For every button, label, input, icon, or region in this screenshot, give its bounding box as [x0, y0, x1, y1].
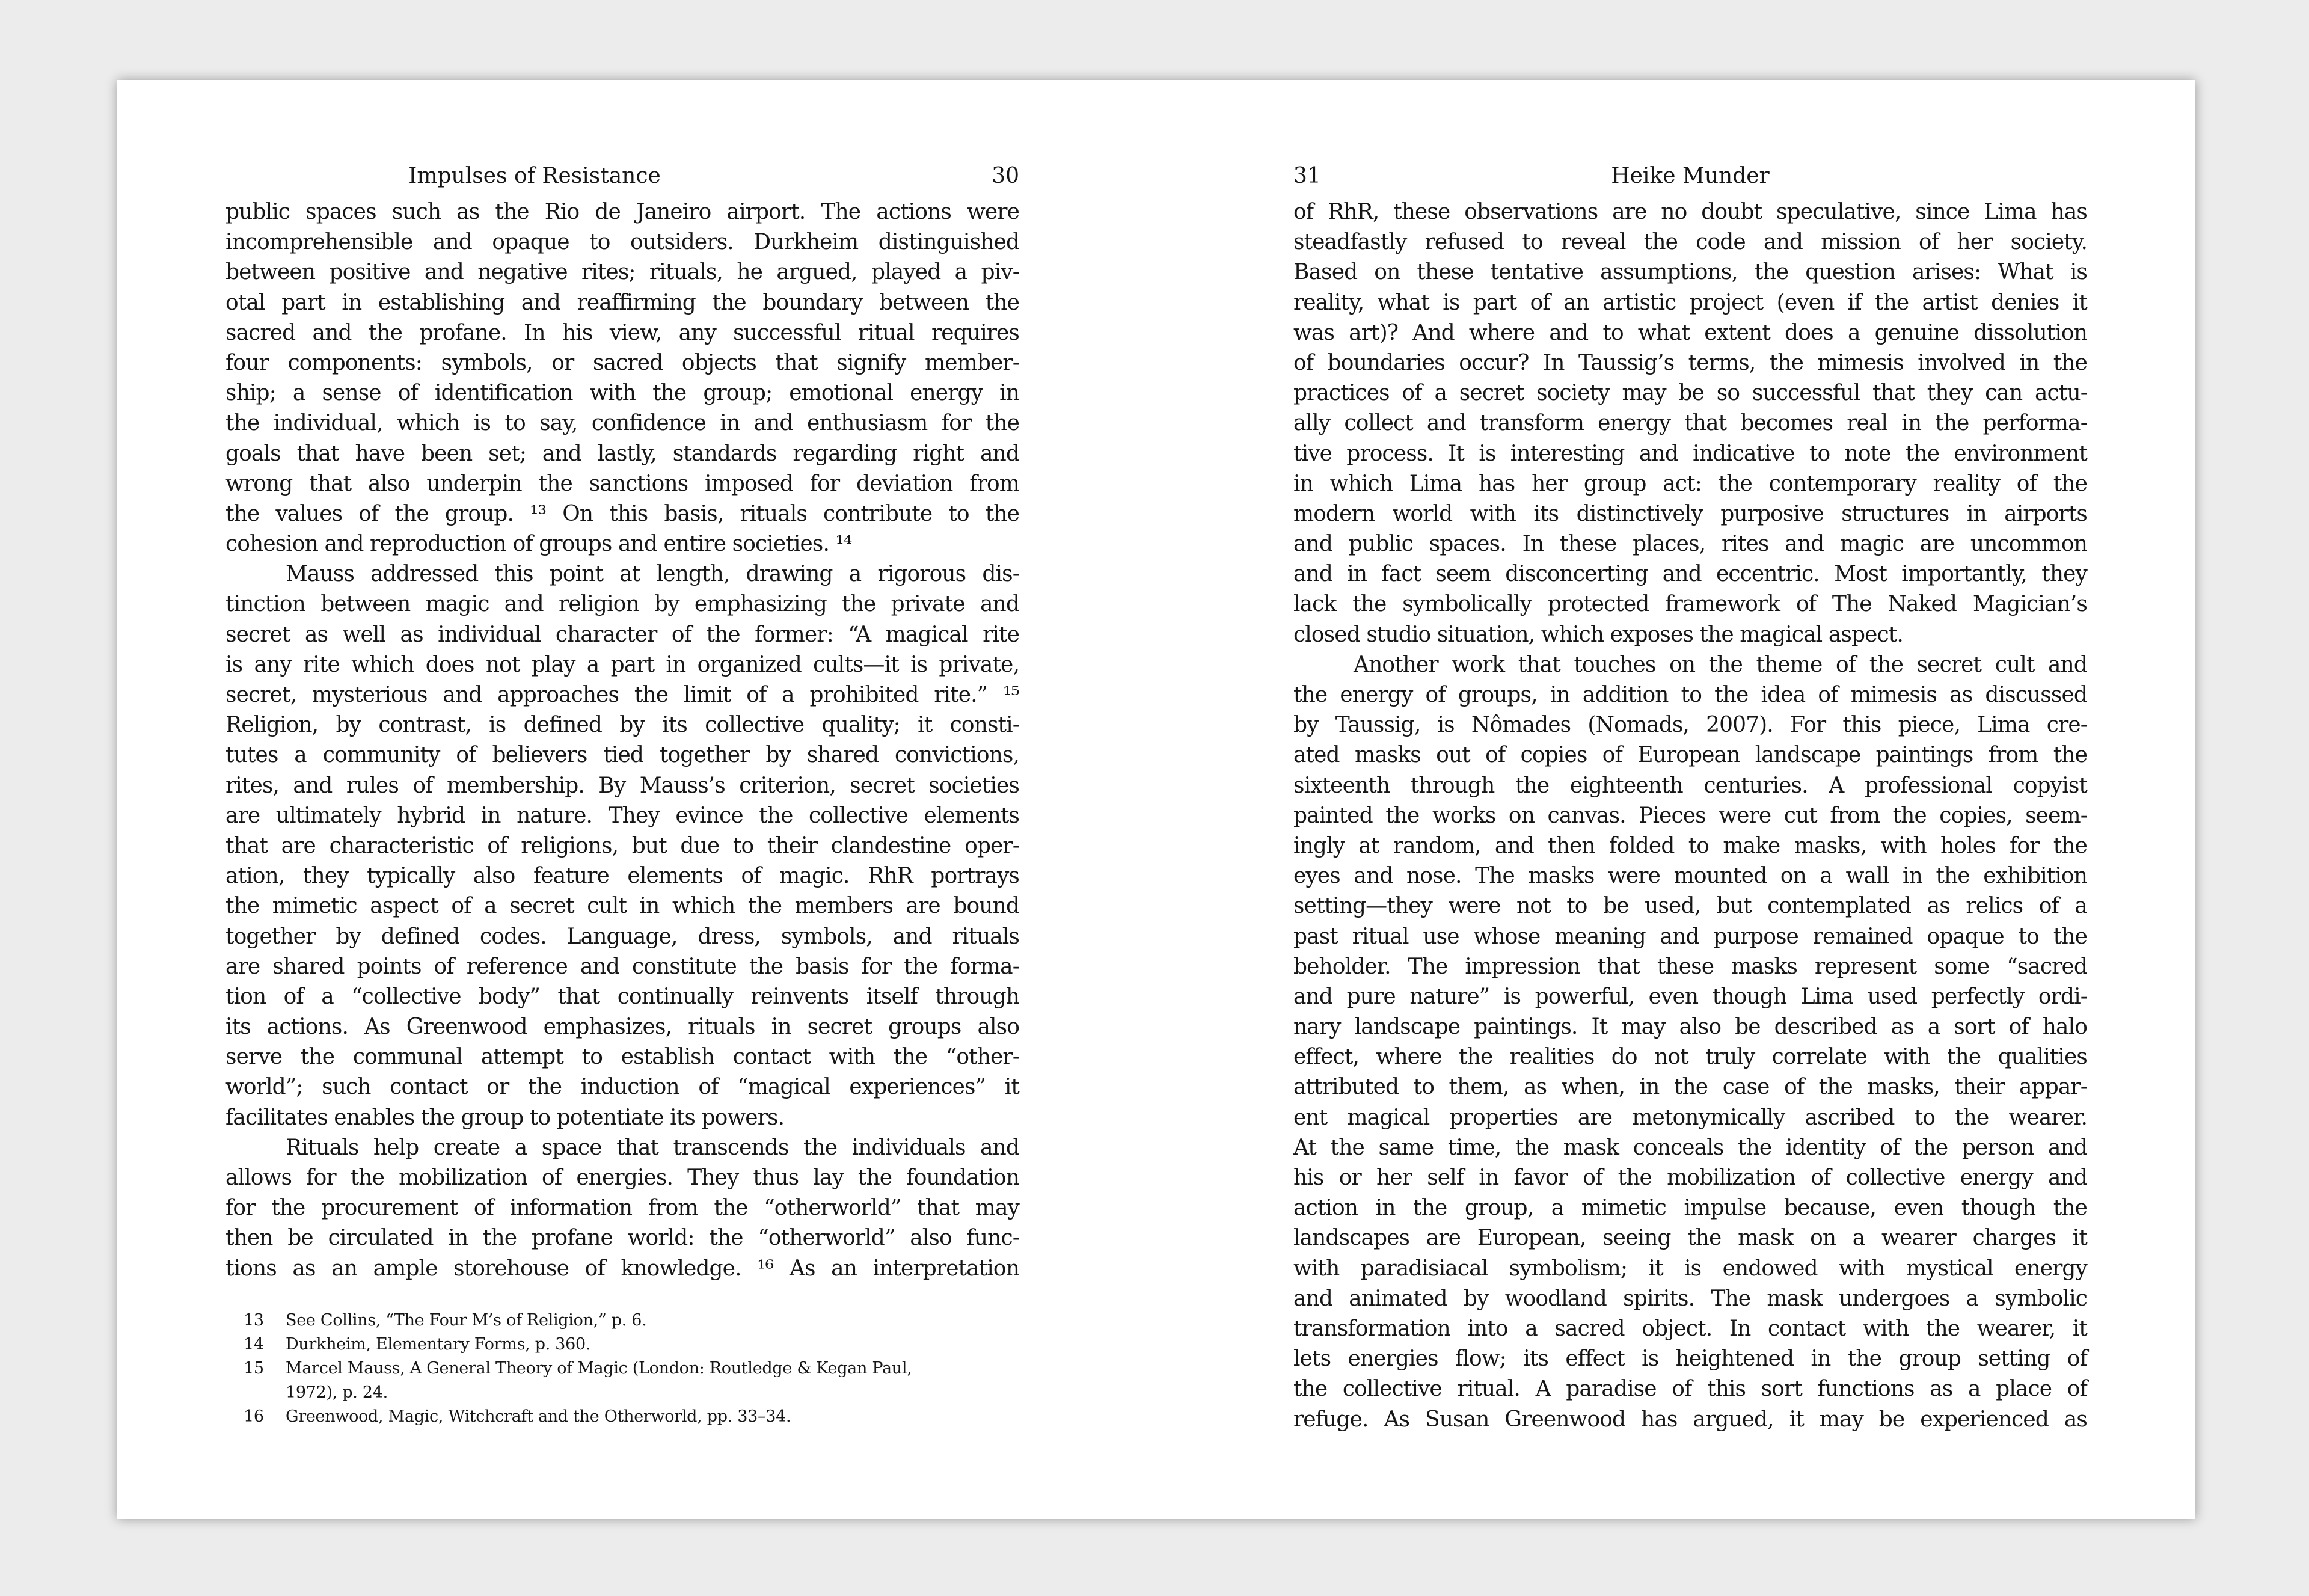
right-page — [1156, 80, 2195, 1519]
text-line: transformation into a sacred object. In contact with the wearer, it — [1293, 1316, 2087, 1341]
text-line: steadfastly refused to reveal the code and mission of her society. — [1293, 230, 2087, 255]
text-line: of boundaries occur? In Taussig’s terms, the mimesis involved in the — [1293, 350, 2087, 375]
text-line: his or her self in favor of the mobilization of collective energy and — [1293, 1165, 2087, 1190]
text-line: with paradisiacal symbolism; it is endowed with mystical energy — [1293, 1256, 2087, 1281]
text-line: ent magical properties are metonymically ascribed to the wearer. — [1293, 1105, 2087, 1130]
text-line: are shared points of reference and constitute the basis for the forma- — [225, 954, 1019, 979]
text-line: closed studio situation, which exposes the magical aspect. — [1293, 622, 1903, 647]
text-line: its actions. As Greenwood emphasizes, rituals in secret groups also — [225, 1014, 1019, 1040]
text-line: and public spaces. In these places, rites and magic are uncommon — [1293, 532, 2087, 557]
text-line: public spaces such as the Rio de Janeiro airport. The actions were — [225, 200, 1019, 224]
text-line: are ultimately hybrid in nature. They evince the collective elements — [225, 803, 1019, 828]
text-line: ingly at random, and then folded to make masks, with holes for the — [1293, 833, 2087, 858]
footnote-continuation: 1972), p. 24. — [286, 1383, 388, 1402]
text-line: Rituals help create a space that transcends the individuals and — [286, 1135, 1019, 1160]
footnote-text: Durkheim, Elementary Forms, p. 360. — [286, 1335, 591, 1354]
text-line: and in fact seem disconcerting and eccentric. Most importantly, they — [1293, 562, 2087, 587]
footnote — [244, 1357, 1019, 1381]
text-line: lack the symbolically protected framework of The Naked Magician’s — [1293, 592, 2087, 617]
text-line: ated masks out of copies of European landscape paintings from the — [1293, 743, 2087, 768]
text-line: ship; a sense of identification with the group; emotional energy in — [225, 381, 1019, 406]
text-line: Mauss addressed this point at length, drawing a rigorous dis- — [286, 562, 1019, 587]
text-line: serve the communal attempt to establish contact with the “other- — [225, 1045, 1019, 1070]
text-line: refuge. As Susan Greenwood has argued, it may be experienced as — [1293, 1407, 2087, 1432]
text-line: secret, mysterious and approaches the limit of a prohibited rite.” ¹⁵ — [225, 683, 1019, 707]
text-line: in which Lima has her group act: the contemporary reality of the — [1293, 471, 2087, 496]
text-line: Religion, by contrast, is defined by its collective quality; it consti- — [225, 713, 1019, 738]
text-line: sixteenth through the eighteenth centuries. A professional copyist — [1293, 773, 2087, 798]
book-spread — [117, 80, 2195, 1519]
page-number: 30 — [992, 164, 1019, 188]
page-number: 31 — [1293, 164, 1321, 188]
text-line: setting—they were not to be used, but contemplated as relics of a — [1293, 894, 2087, 919]
text-line: the mimetic aspect of a secret cult in which the members are bound — [225, 894, 1019, 919]
text-line: reality, what is part of an artistic project (even if the artist denies it — [1293, 290, 2087, 315]
text-line: Another work that touches on the theme of the secret cult and — [1354, 652, 2087, 677]
footnote — [244, 1309, 1019, 1333]
text-line: is any rite which does not play a part in organized cults—it is private, — [225, 652, 1019, 677]
text-line: nary landscape paintings. It may also be described as a sort of halo — [1293, 1014, 2087, 1040]
text-line: world”; such contact or the induction of “magical experiences” it — [225, 1075, 1019, 1100]
left-page — [117, 80, 1156, 1519]
text-line: landscapes are European, seeing the mask on a wearer charges it — [1293, 1226, 2087, 1251]
text-line: together by defined codes. Language, dress, symbols, and rituals — [225, 924, 1019, 949]
text-line: tion of a “collective body” that continually reinvents itself through — [225, 984, 1019, 1009]
footnote-number: 14 — [244, 1335, 264, 1354]
footnote-text: Greenwood, Magic, Witchcraft and the Otherworld, pp. 33–34. — [286, 1407, 791, 1426]
text-line: eyes and nose. The masks were mounted on a wall in the exhibition — [1293, 864, 2087, 889]
text-line: otal part in establishing and reaffirming the boundary between the — [225, 290, 1019, 315]
text-line: sacred and the profane. In his view, any successful ritual requires — [225, 320, 1019, 345]
text-line: effect, where the realities do not truly correlate with the qualities — [1293, 1045, 2087, 1070]
text-line: cohesion and reproduction of groups and entire societies. ¹⁴ — [225, 532, 852, 557]
footnote-number: 13 — [244, 1311, 264, 1330]
footnote-text: See Collins, “The Four M’s of Religion,” p. 6. — [286, 1311, 647, 1330]
text-line: wrong that also underpin the sanctions imposed for deviation from — [225, 471, 1019, 496]
text-line: was art)? And where and to what extent does a genuine dissolution — [1293, 320, 2087, 345]
text-line: rites, and rules of membership. By Mauss’s criterion, secret societies — [225, 773, 1019, 798]
footnote-number: 16 — [244, 1407, 264, 1426]
text-line: between positive and negative rites; rituals, he argued, played a piv- — [225, 260, 1019, 285]
running-head — [225, 158, 1019, 194]
footnote — [244, 1333, 1019, 1357]
footnote-number: 15 — [244, 1359, 264, 1378]
running-title: Impulses of Resistance — [408, 164, 661, 188]
text-line: the energy of groups, in addition to the idea of mimesis as discussed — [1293, 683, 2087, 707]
text-line: the values of the group. ¹³ On this basis, rituals contribute to the — [225, 501, 1019, 526]
text-line: secret as well as individual character of the former: “A magical rite — [225, 622, 1019, 647]
text-line: four components: symbols, or sacred objects that signify member- — [225, 350, 1019, 375]
text-line: then be circulated in the profane world: the “otherworld” also func- — [225, 1226, 1019, 1251]
text-line: painted the works on canvas. Pieces were cut from the copies, seem- — [1293, 803, 2087, 828]
text-line: allows for the mobilization of energies. They thus lay the foundation — [225, 1165, 1019, 1190]
text-line: past ritual use whose meaning and purpose remained opaque to the — [1293, 924, 2087, 949]
body-text — [1293, 197, 2087, 1435]
text-line: lets energies flow; its effect is heightened in the group setting of — [1293, 1346, 2087, 1372]
text-line: tions as an ample storehouse of knowledge. ¹⁶ As an interpretation — [225, 1256, 1019, 1281]
text-line: modern world with its distinctively purposive structures in airports — [1293, 501, 2087, 526]
footnote-text: Marcel Mauss, A General Theory of Magic (London: Routledge & Kegan Paul, — [286, 1359, 912, 1378]
running-head — [1293, 158, 2087, 194]
text-line: attributed to them, as when, in the case of the masks, their appar- — [1293, 1075, 2087, 1100]
running-title: Heike Munder — [1611, 164, 1770, 188]
text-line: action in the group, a mimetic impulse because, even though the — [1293, 1195, 2087, 1221]
footnote — [244, 1405, 1019, 1429]
text-line: incomprehensible and opaque to outsiders. Durkheim distinguished — [225, 230, 1019, 255]
text-line: beholder. The impression that these masks represent some “sacred — [1293, 954, 2087, 979]
text-line: tinction between magic and religion by emphasizing the private and — [225, 592, 1019, 617]
text-line: for the procurement of information from the “otherworld” that may — [225, 1195, 1019, 1221]
text-line: ally collect and transform energy that becomes real in the performa- — [1293, 411, 2087, 436]
text-line: that are characteristic of religions, but due to their clandestine oper- — [225, 833, 1019, 858]
body-text — [225, 197, 1019, 1284]
text-line: tutes a community of believers tied together by shared convictions, — [225, 743, 1019, 768]
text-line: and pure nature” is powerful, even though Lima used perfectly ordi- — [1293, 984, 2087, 1009]
text-line: facilitates enables the group to potentiate its powers. — [225, 1105, 785, 1130]
text-line: the individual, which is to say, confidence in and enthusiasm for the — [225, 411, 1019, 436]
text-line: and animated by woodland spirits. The mask undergoes a symbolic — [1293, 1286, 2087, 1311]
text-line: of RhR, these observations are no doubt speculative, since Lima has — [1293, 200, 2087, 224]
text-line: At the same time, the mask conceals the identity of the person and — [1293, 1135, 2087, 1160]
text-line: ation, they typically also feature elements of magic. RhR portrays — [225, 864, 1019, 889]
text-line: practices of a secret society may be so successful that they can actu- — [1293, 381, 2087, 406]
text-line: the collective ritual. A paradise of this sort functions as a place of — [1293, 1377, 2087, 1402]
footnotes — [244, 1309, 1019, 1429]
text-line: goals that have been set; and lastly, standards regarding right and — [225, 441, 1019, 466]
text-line: Based on these tentative assumptions, the question arises: What is — [1293, 260, 2087, 285]
text-line: by Taussig, is Nômades (Nomads, 2007). For this piece, Lima cre- — [1293, 713, 2087, 738]
text-line: tive process. It is interesting and indicative to note the environment — [1293, 441, 2087, 466]
